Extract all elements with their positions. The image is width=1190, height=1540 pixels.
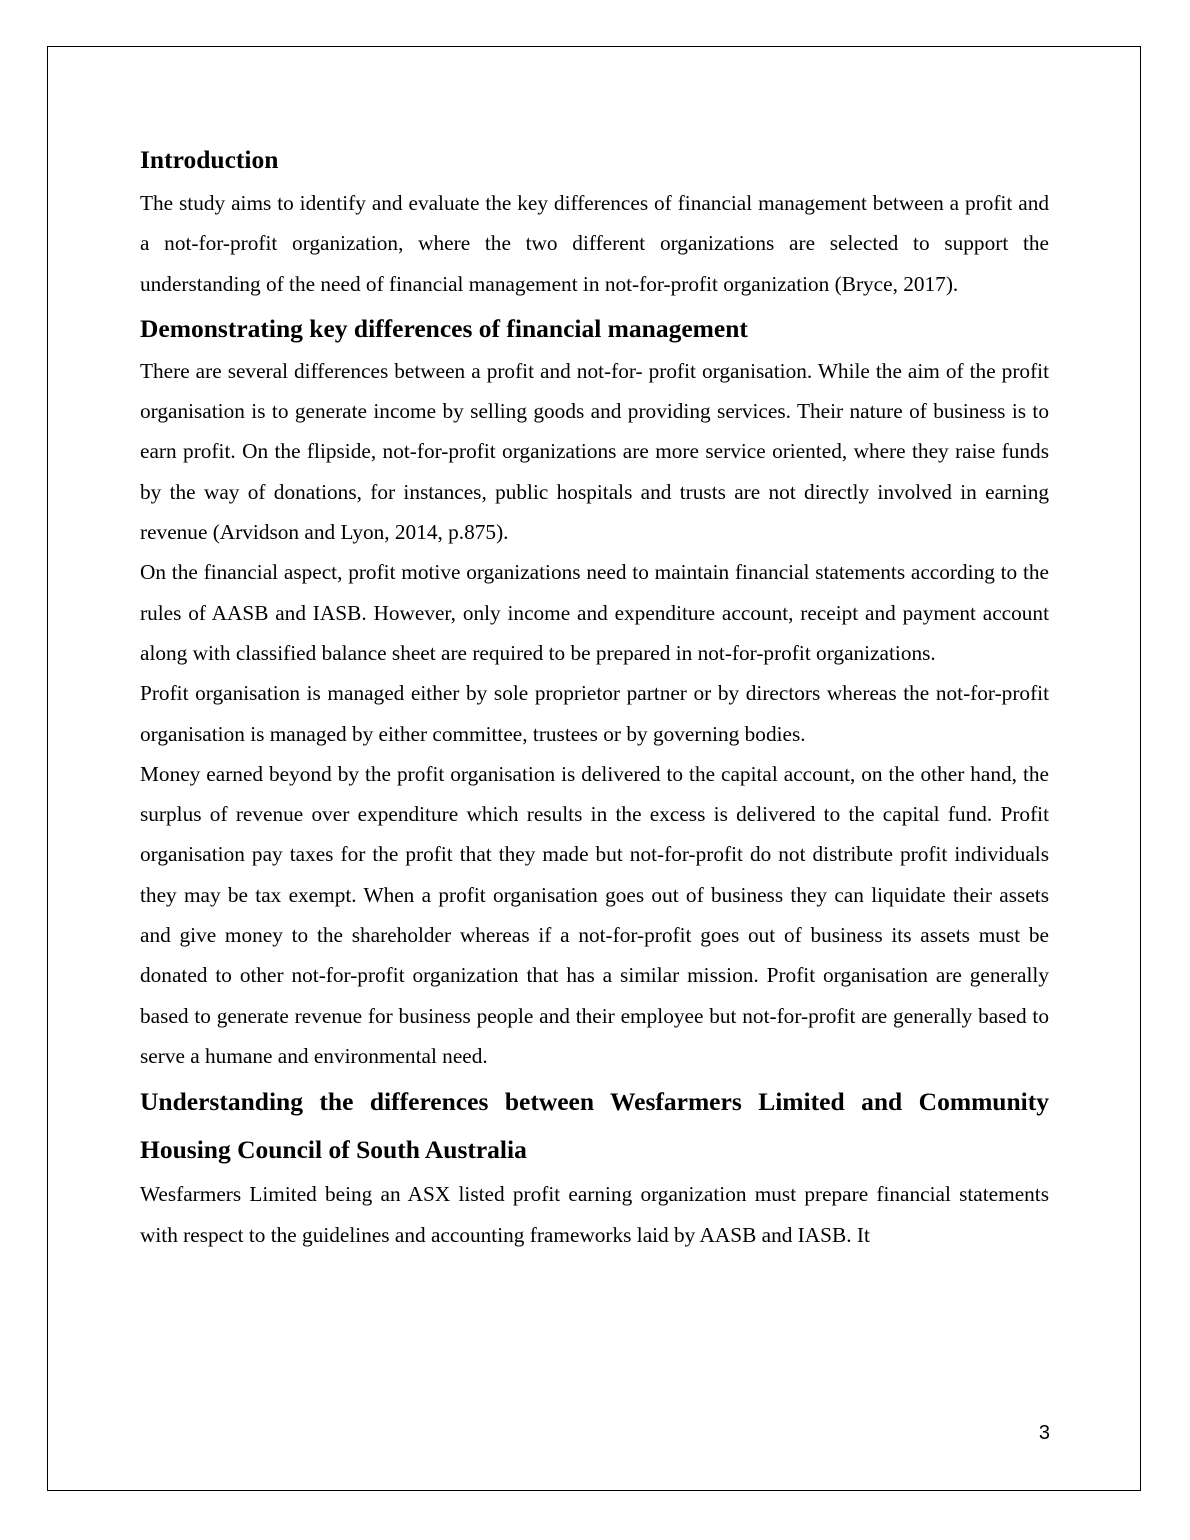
document-body <box>140 140 1049 1255</box>
paragraph-money-earned: Money earned beyond by the profit organisation is delivered to the capital account, on the other hand, the surplus of revenue over expenditure which results in the excess is delivered to the capital fund. Profit organisation pay taxes for the profit that they made but not-for-profit do not distribute profit individuals they may be tax exempt. When a profit organisation goes out of business they can liquidate their assets and give money to the shareholder whereas if a not-for-profit goes out of business its assets must be donated to other not-for-profit organization that has a similar mission. Profit organisation are generally based to generate revenue for business people and their employee but not-for-profit are generally based to serve a humane and environmental need. <box>140 761 1049 1068</box>
heading-key-differences: Demonstrating key differences of financial management <box>140 313 748 343</box>
paragraph-introduction: The study aims to identify and evaluate the key differences of financial management between a profit and a not-for-profit organization, where the two different organizations are selected to support the understanding of the need of financial management in not-for-profit organization (Bryce, 2017). <box>140 191 1049 296</box>
heading-wesfarmers-comparison: Understanding the differences between Wesfarmers Limited and Community Housing Council of South Australia <box>140 1087 1049 1165</box>
heading-introduction: Introduction <box>140 145 279 174</box>
paragraph-management: Profit organisation is managed either by sole proprietor partner or by directors whereas the not-for-profit organisation is managed by either committee, trustees or by governing bodies. <box>140 681 1049 746</box>
paragraph-differences-overview: There are several differences between a profit and not-for- profit organisation. While the aim of the profit organisation is to generate income by selling goods and providing services. Their nature of business is to earn profit. On the flipside, not-for-profit organizations are more service oriented, where they raise funds by the way of donations, for instances, public hospitals and trusts are not directly involved in earning revenue (Arvidson and Lyon, 2014, p.875). <box>140 358 1049 545</box>
paragraph-wesfarmers: Wesfarmers Limited being an ASX listed profit earning organization must prepare financial statements with respect to the guidelines and accounting frameworks laid by AASB and IASB. It <box>140 1182 1049 1247</box>
paragraph-financial-aspect: On the financial aspect, profit motive organizations need to maintain financial statements according to the rules of AASB and IASB. However, only income and expenditure account, receipt and payment account along with classified balance sheet are required to be prepared in not-for-profit organizations. <box>140 560 1049 665</box>
page-number: 3 <box>1038 1422 1050 1444</box>
